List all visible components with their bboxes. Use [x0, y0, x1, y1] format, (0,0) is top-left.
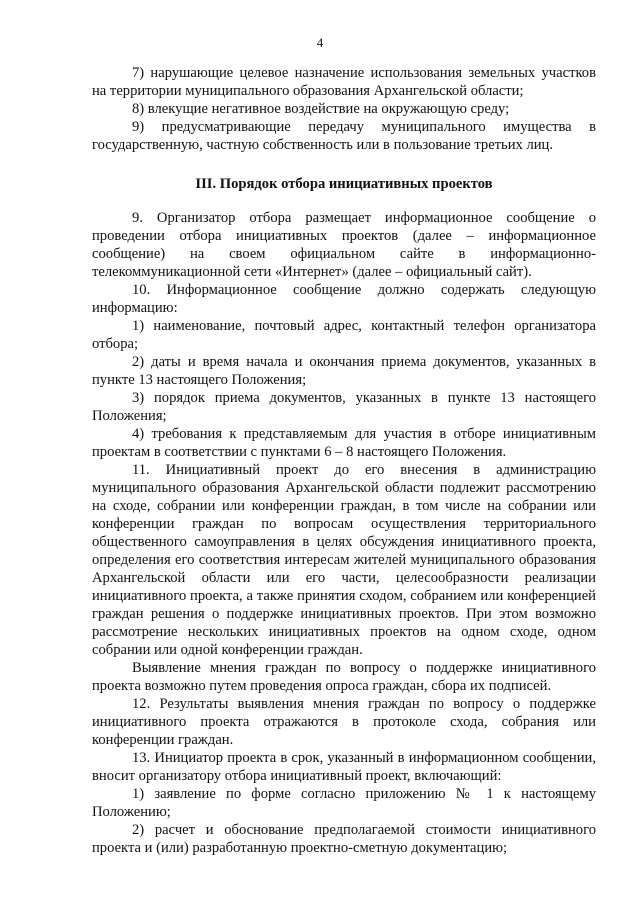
clause-9: 9. Организатор отбора размещает информационное сообщение о проведении отбора инициативных проектов (далее – информационное сообщение) на своем официальном сайте в информационно-телекоммуникационной сети «Интернет» (далее – официальный сайт). — [92, 210, 596, 280]
clause-10: 10. Информационное сообщение должно содержать следующую информацию: — [92, 282, 596, 316]
clause-11-continuation: Выявление мнения граждан по вопросу о поддержке инициативного проекта возможно путем проведения опроса граждан, сбора их подписей. — [92, 660, 596, 694]
document-body — [92, 64, 596, 857]
clause-10-item-2: 2) даты и время начала и окончания приема документов, указанных в пункте 13 настоящего Положения; — [92, 354, 596, 388]
section-heading: III. Порядок отбора инициативных проектов — [195, 176, 493, 192]
clause-10-item-1: 1) наименование, почтовый адрес, контактный телефон организатора отбора; — [92, 318, 596, 352]
clause-13-item-1: 1) заявление по форме согласно приложению № 1 к настоящему Положению; — [92, 786, 596, 820]
clause-10-item-4: 4) требования к представляемым для участия в отборе инициативным проектам в соответствии с пунктами 6 – 8 настоящего Положения. — [92, 426, 596, 460]
clause-12: 12. Результаты выявления мнения граждан по вопросу о поддержке инициативного проекта отражаются в протоколе схода, собрания или конференции граждан. — [92, 696, 596, 748]
clause-13-item-2: 2) расчет и обоснование предполагаемой стоимости инициативного проекта и (или) разработанную проектно-сметную документацию; — [92, 822, 596, 856]
clause-10-item-3: 3) порядок приема документов, указанных в пункте 13 настоящего Положения; — [92, 390, 596, 424]
clause-11: 11. Инициативный проект до его внесения в администрацию муниципального образования Архангельской области подлежит рассмотрению на сходе, собрании или конференции граждан, в том числе на собрании или конференции граждан по вопросам осуществления территориального общественного самоуправления в целях обсуждения инициативного проекта, определения его соответствия интересам жителей муниципального образования Архангельской области или его части, целесообразности реализации инициативного проекта, а также принятия сходом, собранием или конференцией граждан решения о поддержке инициативных проектов. При этом возможно рассмотрение нескольких инициативных проектов на одном сходе, одном собрании или одной конференции граждан. — [92, 462, 596, 658]
list-item-8: 8) влекущие негативное воздействие на окружающую среду; — [132, 101, 510, 117]
clause-13: 13. Инициатор проекта в срок, указанный в информационном сообщении, вносит организатору отбора инициативный проект, включающий: — [92, 750, 596, 784]
list-item-7: 7) нарушающие целевое назначение использования земельных участков на территории муниципального образования Архангельской области; — [92, 65, 596, 99]
page-number: 4 — [316, 35, 324, 50]
list-item-9: 9) предусматривающие передачу муниципального имущества в государственную, частную собственность или в пользование третьих лиц. — [92, 119, 596, 153]
